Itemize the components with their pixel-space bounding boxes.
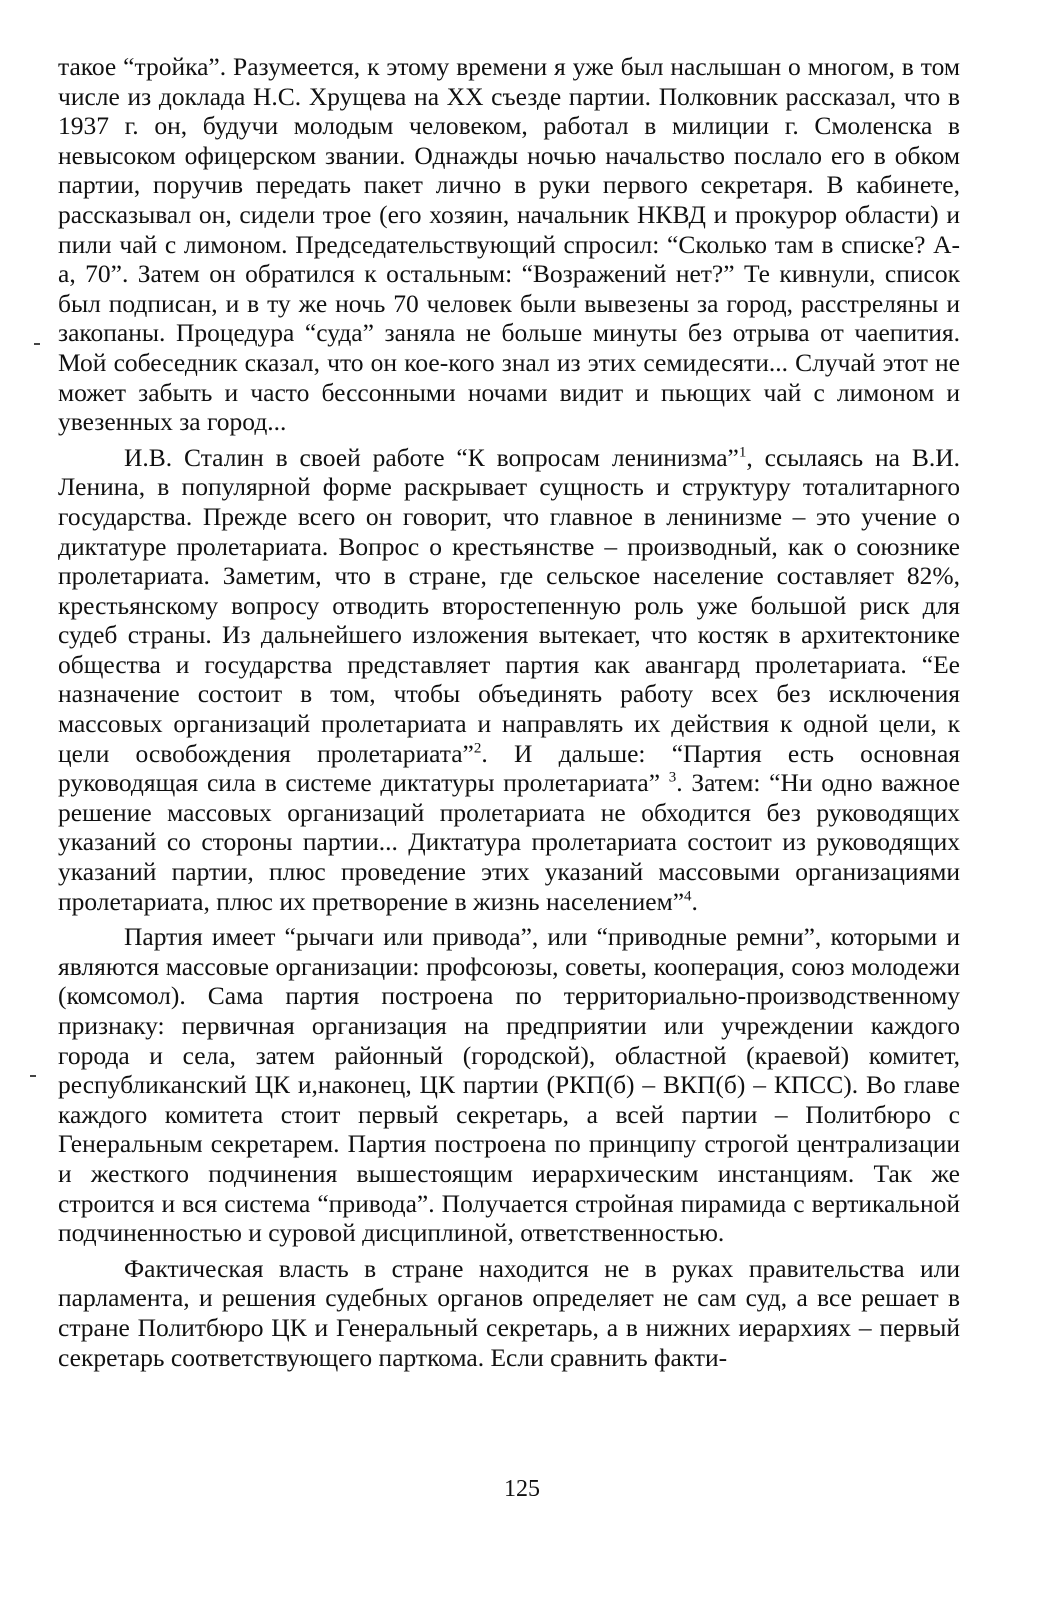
footnote-ref-3: 3 bbox=[668, 769, 677, 786]
footnote-ref-4: 4 bbox=[684, 888, 692, 905]
paragraph-2-text-e: . bbox=[691, 886, 698, 916]
paragraph-2-text-d: . Затем: “Ни одно важное решение массовых организаций пролетариата не обходится без руководящих указаний со стороны партии... Диктатура пролетариата состоит из руководящих указаний партии, плюс проведение этих указаний массовыми организациями пролетариата, плюс их претворение в жизнь населением” bbox=[58, 768, 960, 916]
paragraph-2-text-a: И.В. Сталин в своей работе “К вопросам ленинизма” bbox=[124, 442, 739, 472]
page-body bbox=[58, 52, 960, 1372]
footnote-ref-1: 1 bbox=[738, 444, 747, 461]
margin-mark bbox=[30, 1075, 36, 1077]
page-number: 125 bbox=[504, 1476, 540, 1502]
footnote-ref-2: 2 bbox=[473, 740, 482, 757]
paragraph-2-text-c: . И дальше: “Партия есть основная руководящая сила в системе диктатуры пролетариата” bbox=[58, 738, 960, 798]
paragraph-1: такое “тройка”. Разумеется, к этому времени я уже был наслышан о многом, в том числе из доклада Н.С. Хрущева на XX съезде партии. Полковник рассказал, что в 1937 г. он, будучи молодым человеком, работал в милиции г. Смоленска в невысоком офицерском звании. Однажды ночью начальство послало его в обком партии, поручив передать пакет лично в руки первого секретаря. В кабинете, рассказывал он, сидели трое (его хозяин, начальник НКВД и прокурор области) и пили чай с лимоном. Председательствующий спросил: “Сколько там в списке? А-а, 70”. Затем он обратился к остальным: “Возражений нет?” Те кивнули, список был подписан, и в ту же ночь 70 человек были вывезены за город, расстреляны и закопаны. Процедура “суда” заняла не больше минуты без отрыва от чаепития. Мой собеседник сказал, что он кое-кого знал из этих семидесяти... Случай этот не может забыть и часто бессонными ночами видит и пьющих чай с лимоном и увезенных за город... bbox=[58, 52, 960, 437]
paragraph-3: Партия имеет “рычаги или привода”, или “приводные ремни”, которыми и являются массовые организации: профсоюзы, советы, кооперация, союз молодежи (комсомол). Сама партия построена по территориально-производственному признаку: первичная организация на предприятии или учреждении каждого города и села, затем районный (городской), областной (краевой) комитет, республиканский ЦК и,наконец, ЦК партии (РКП(б) – ВКП(б) – КПСС). Во главе каждого комитета стоит первый секретарь, а всей партии – Политбюро с Генеральным секретарем. Партия построена по принципу строгой централизации и жесткого подчинения вышестоящим иерархическим инстанциям. Так же строится и вся система “привода”. Получается стройная пирамида с вертикальной подчиненностью и суровой дисциплиной, ответственностью. bbox=[58, 922, 960, 1248]
margin-mark bbox=[34, 343, 40, 345]
paragraph-2 bbox=[58, 443, 960, 917]
paragraph-4: Фактическая власть в стране находится не в руках правительства или парламента, и решения судебных органов определяет не сам суд, а все решает в стране Политбюро ЦК и Генеральный секретарь, а в нижних иерархиях – первый секретарь соответствующего парткома. Если сравнить факти- bbox=[58, 1253, 960, 1372]
paragraph-2-text-b: , ссылаясь на В.И. Ленина, в популярной форме раскрывает сущность и структуру тоталитарного государства. Прежде всего он говорит, что главное в ленинизме – это учение о диктатуре пролетариата. Вопрос о крестьянстве – производный, как о союзнике пролетариата. Заметим, что в стране, где сельское население составляет 82%, крестьянскому вопросу отводить второстепенную роль уже большой риск для судеб страны. Из дальнейшего изложения вытекает, что костяк в архитектонике общества и государства представляет партия как авангард пролетариата. “Ее назначение состоит в том, чтобы объединять работу всех без исключения массовых организаций пролетариата и направлять их действия к одной цели, к цели освобождения пролетариата” bbox=[58, 442, 960, 768]
